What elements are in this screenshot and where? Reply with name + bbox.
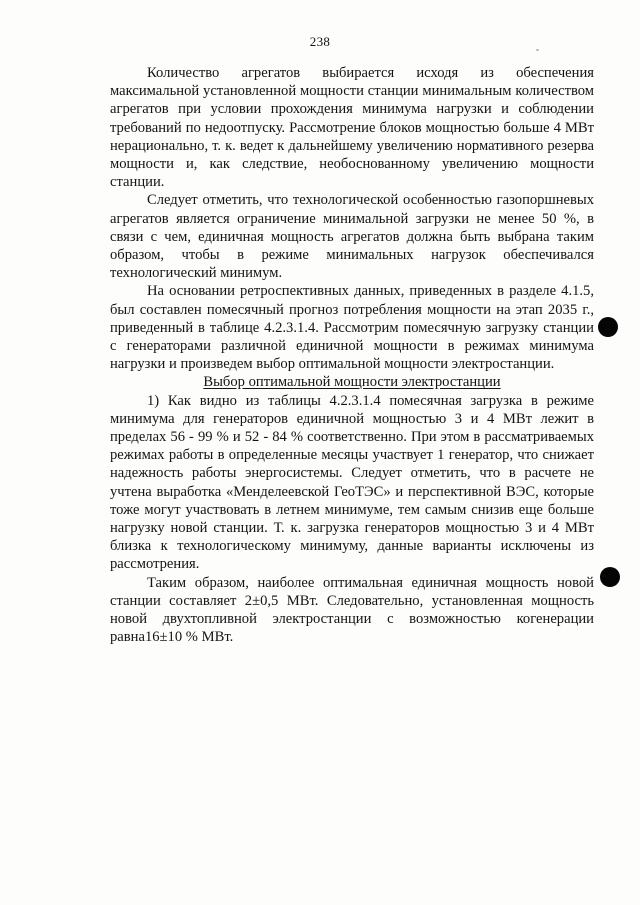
paragraph-table-analysis: 1) Как видно из таблицы 4.2.3.1.4 помесячная загрузка в режиме минимума для генераторов единичной мощностью 3 и 4 МВт лежит в пределах 56 - 99 % и 52 - 84 % соответственно. При этом в рассматриваемых режимах работы в определенные месяцы участвует 1 генератор, что снижает надежность работы энергосистемы. Следует отметить, что в расчете не учтена выработка «Менделеевской ГеоТЭС» и перспективной ВЭС, которые тоже могут участвовать в летнем минимуме, тем самым снизив еще больше нагрузку новой станции. Т. к. загрузка генераторов мощностью 3 и 4 МВт близка к технологическому минимуму, данные варианты исключены из рассмотрения. [110,392,594,573]
hole-punch-top [598,317,618,337]
hole-punch-bottom [600,567,620,587]
scan-speck [536,49,539,51]
document-body [110,64,594,647]
section-heading: Выбор оптимальной мощности электростанции [203,374,501,391]
page-number: 238 [309,34,331,49]
paragraph-forecast: На основании ретроспективных данных, приведенных в разделе 4.1.5, был составлен помесячный прогноз потребления мощности на этап 2035 г., приведенный в таблице 4.2.3.1.4. Рассмотрим помесячную загрузку станции с генераторами различной единичной мощности в режимах минимума нагрузки и произведем выбор оптимальной мощности электростанции. [110,283,594,373]
paragraph-conclusion: Таким образом, наиболее оптимальная единичная мощность новой станции составляет 2±0,5 МВт. Следовательно, установленная мощность новой двухтопливной электростанции с возможностью когенерации равна16±10 % МВт. [110,574,594,646]
paragraph-agregat-count: Количество агрегатов выбирается исходя из обеспечения максимальной установленной мощности станции минимальным количеством агрегатов при условии прохождения минимума нагрузки и соблюдении требований по недоотпуску. Рассмотрение блоков мощностью больше 4 МВт нерационально, т. к. ведет к дальнейшему увеличению нормативного резерва мощности и, как следствие, необоснованному увеличению мощности станции. [110,65,594,191]
paragraph-technology-feature: Следует отметить, что технологической особенностью газопоршневых агрегатов является ограничение минимальной загрузки не менее 50 %, в связи с чем, единичная мощность агрегатов должна быть выбрана таким образом, чтобы в режиме минимальных нагрузок обеспечивался технологический минимум. [110,192,594,282]
